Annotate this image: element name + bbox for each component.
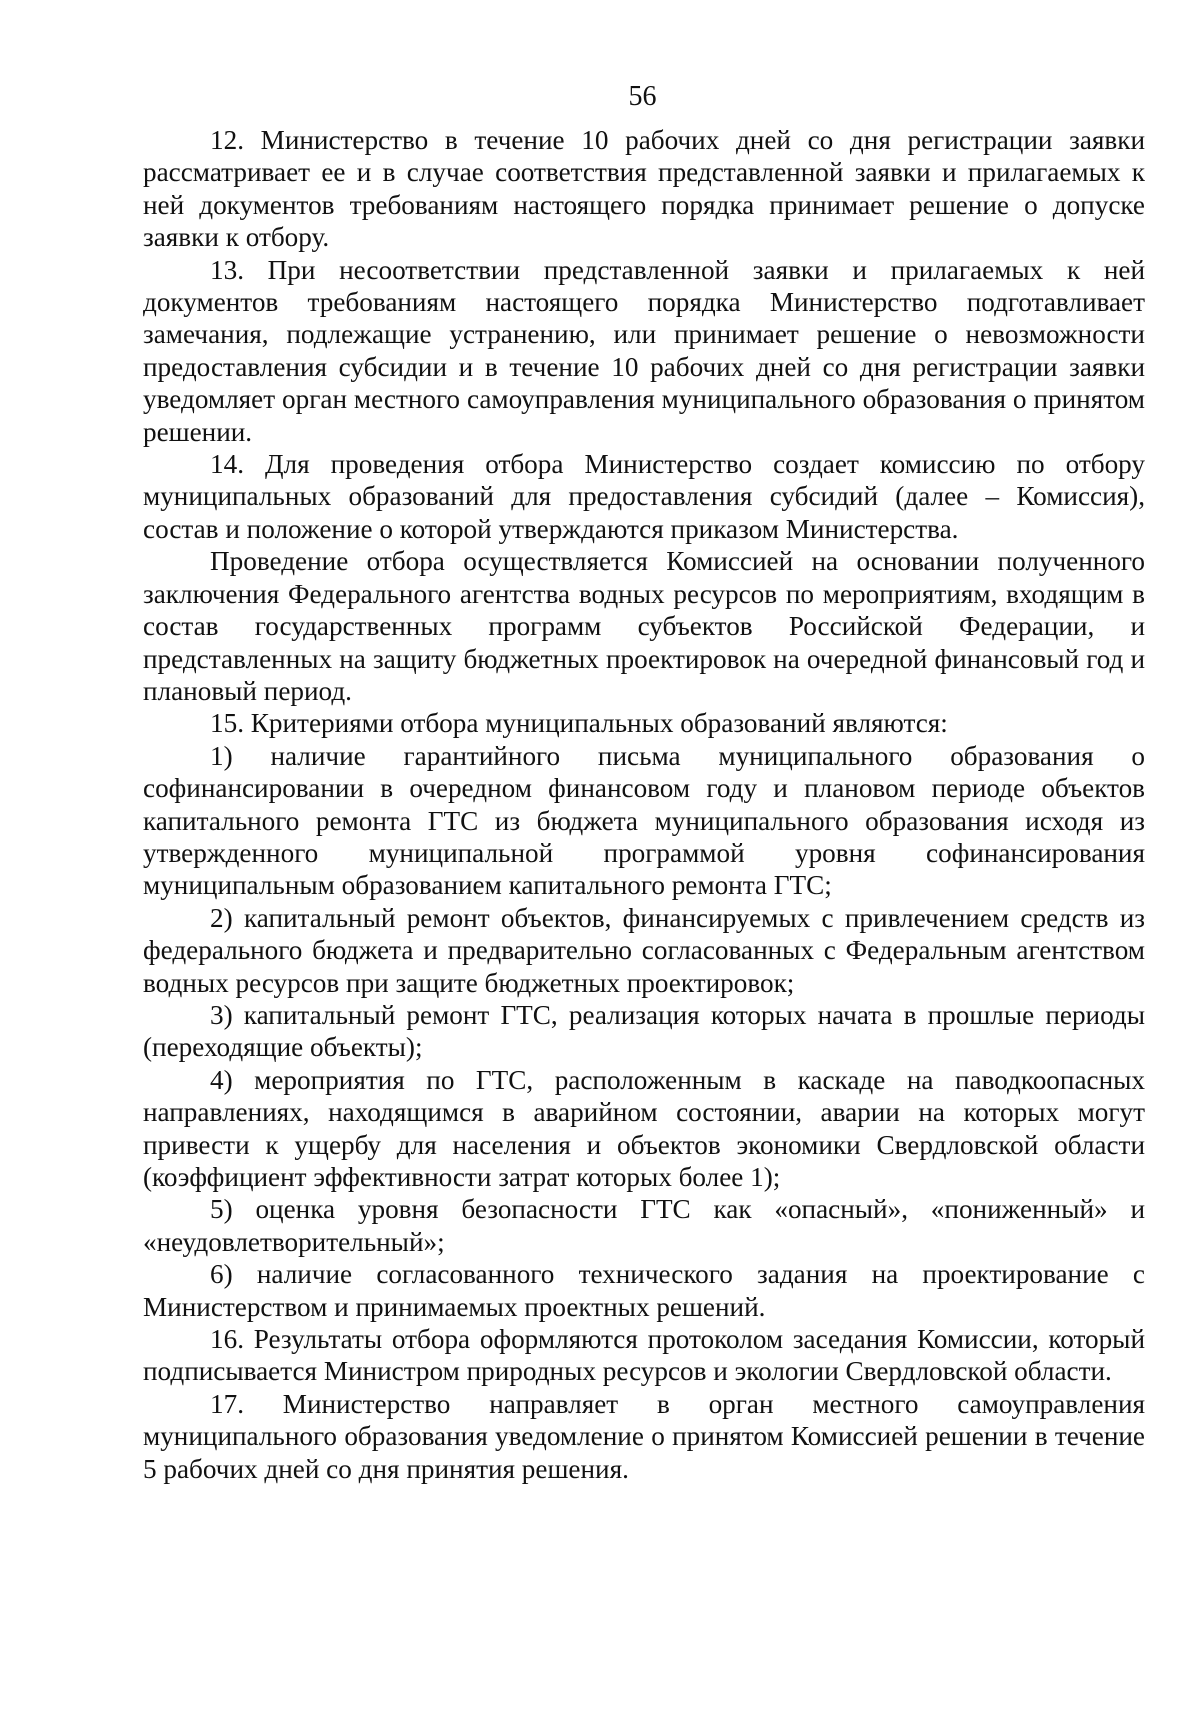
paragraph-12: 12. Министерство в течение 10 рабочих дней со дня регистрации заявки рассматривает ее и в случае соответствия представленной заявки и прилагаемых к ней документов требованиям настоящего порядка принимает решение о допуске заявки к отбору. (143, 125, 1145, 253)
document-body (143, 124, 1145, 1485)
criterion-2: 2) капитальный ремонт объектов, финансируемых с привлечением средств из федерального бюджета и предварительно согласованных с Федеральным агентством водных ресурсов при защите бюджетных проектировок; (143, 902, 1145, 998)
criterion-1: 1) наличие гарантийного письма муниципального образования о софинансировании в очередном финансовом году и плановом периоде объектов капитального ремонта ГТС из бюджета муниципального образования исходя из утвержденного муниципальной программой уровня софинансирования муниципальным образованием капитального ремонта ГТС; (143, 740, 1145, 901)
paragraph-14: 14. Для проведения отбора Министерство создает комиссию по отбору муниципальных образований для предоставления субсидий (далее – Комиссия), состав и положение о которой утверждаются приказом Министерства. (143, 449, 1145, 544)
paragraph-16: 16. Результаты отбора оформляются протоколом заседания Комиссии, который подписывается Министром природных ресурсов и экологии Свердловской области. (143, 1324, 1145, 1387)
criterion-4: 4) мероприятия по ГТС, расположенным в каскаде на паводкоопасных направлениях, находящимся в аварийном состоянии, аварии на которых могут привести к ущербу для населения и объектов экономики Свердловской области (коэффициент эффективности затрат которых более 1); (143, 1064, 1145, 1192)
criterion-3: 3) капитальный ремонт ГТС, реализация которых начата в прошлые периоды (переходящие объекты); (143, 999, 1145, 1063)
criterion-5: 5) оценка уровня безопасности ГТС как «опасный», «пониженный» и «неудовлетворительный»; (143, 1194, 1145, 1257)
paragraph-15: 15. Критериями отбора муниципальных образований являются: (210, 708, 948, 739)
paragraph-17: 17. Министерство направляет в орган местного самоуправления муниципального образования уведомление о принятом Комиссией решении в течение 5 рабочих дней со дня принятия решения. (143, 1388, 1145, 1484)
paragraph-13: 13. При несоответствии представленной заявки и прилагаемых к ней документов требованиям настоящего порядка Министерство подготавливает замечания, подлежащие устранению, или принимает решение о невозможности предоставления субсидии и в течение 10 рабочих дней со дня регистрации заявки уведомляет орган местного самоуправления муниципального образования о принятом решении. (143, 254, 1145, 447)
criterion-6: 6) наличие согласованного технического задания на проектирование с Министерством и принимаемых проектных решений. (143, 1259, 1145, 1322)
paragraph-14-continuation: Проведение отбора осуществляется Комиссией на основании полученного заключения Федерального агентства водных ресурсов по мероприятиям, входящим в состав государственных программ субъектов Российской Федерации, и представленных на защиту бюджетных проектировок на очередной финансовый год и плановый период. (143, 546, 1145, 706)
page-number: 56 (628, 81, 657, 112)
